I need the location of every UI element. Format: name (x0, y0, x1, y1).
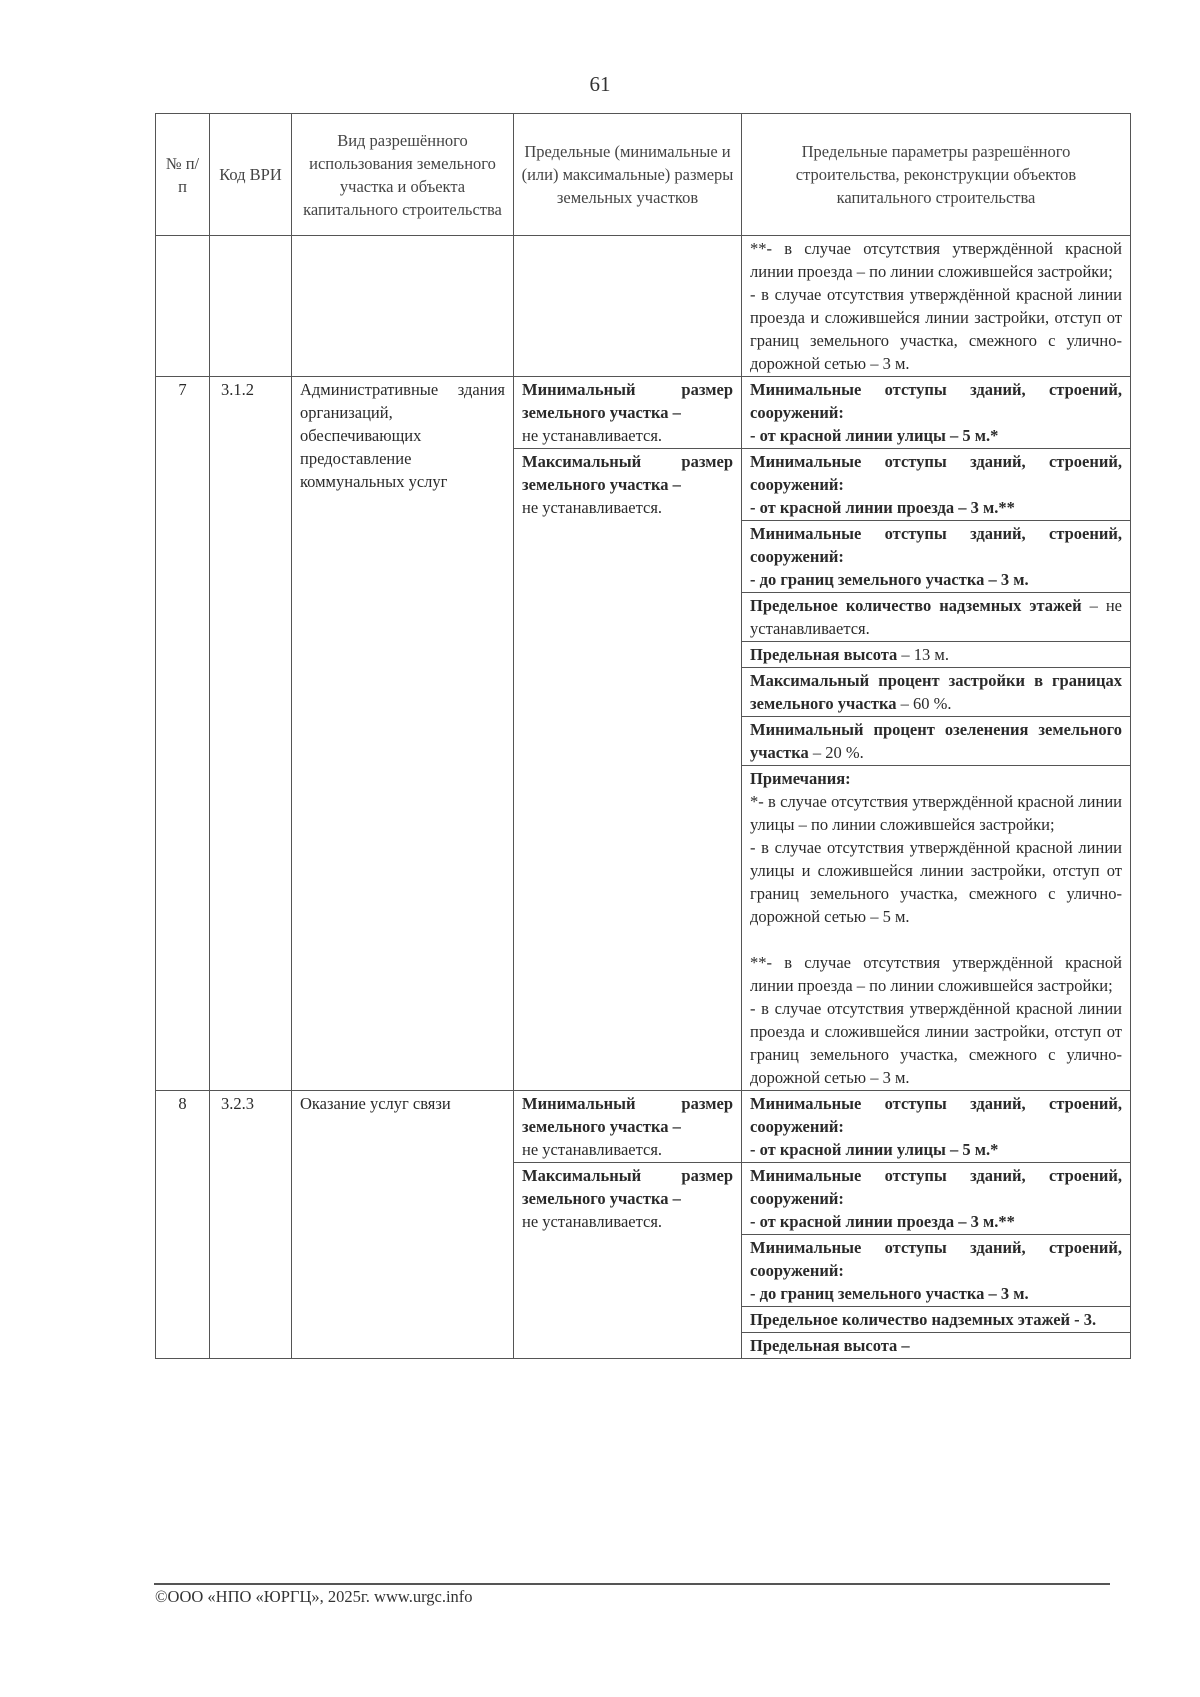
param-label: Предельное количество надземных этажей (750, 596, 1082, 615)
param-value: - до границ земельного участка – 3 м. (750, 1284, 1029, 1303)
header-num: № п/п (156, 114, 210, 236)
param-label: Минимальные отступы зданий, строений, сооружений: (750, 380, 1122, 422)
param-cell (742, 1333, 1131, 1359)
param-label: Минимальные отступы зданий, строений, сооружений: (750, 452, 1122, 494)
param-label: Предельная высота (750, 645, 898, 664)
min-plot-size-cell (514, 1091, 742, 1163)
param-cell (742, 377, 1131, 449)
zoning-parameters-table (155, 113, 1131, 1359)
min-plot-size-label: Минимальный размер земельного участка – (522, 1094, 733, 1136)
header-build-params: Предельные параметры разрешённого строительства, реконструкции объектов капитального строительства (742, 114, 1131, 236)
row-code: 3.2.3 (210, 1091, 292, 1359)
max-plot-size-cell (514, 449, 742, 1091)
param-label: Минимальный процент озеленения земельного участка (750, 720, 1122, 762)
param-value: - до границ земельного участка – 3 м. (750, 570, 1029, 589)
param-value: - от красной линии улицы – 5 м.* (750, 1140, 999, 1159)
max-plot-size-cell (514, 1163, 742, 1359)
notes-title: Примечания: (750, 769, 851, 788)
param-value: - от красной линии проезда – 3 м.** (750, 1212, 1015, 1231)
param-cell (742, 1307, 1131, 1333)
table-row-continuation (156, 236, 1131, 377)
max-plot-size-label: Максимальный размер земельного участка – (522, 452, 733, 494)
param-label: Минимальные отступы зданий, строений, сооружений: (750, 1238, 1122, 1280)
table-row (156, 377, 1131, 449)
param-cell (742, 521, 1131, 593)
param-cell (742, 1091, 1131, 1163)
row-use-name: Оказание услуг связи (292, 1091, 514, 1359)
param-cell (742, 593, 1131, 642)
table-header-row (156, 114, 1131, 236)
page-number: 61 (589, 72, 611, 96)
param-label: Минимальные отступы зданий, строений, сооружений: (750, 1166, 1122, 1208)
param-label: Предельное количество надземных этажей (750, 1310, 1071, 1329)
min-plot-size-label: Минимальный размер земельного участка – (522, 380, 733, 422)
param-value: – не устанавливается. (750, 596, 1122, 638)
header-use-type: Вид разрешённого использования земельного участка и объекта капитального строительства (292, 114, 514, 236)
max-plot-size-label: Максимальный размер земельного участка – (522, 1166, 733, 1208)
param-label: Предельная высота – (750, 1336, 910, 1355)
max-plot-size-value: не устанавливается. (522, 498, 663, 517)
notes-text: *- в случае отсутствия утверждённой красной линии улицы – по линии сложившейся застройки; - в случае отсутствия утверждённой красной линии улицы и сложившейся линии застройки, отступ от границ земельного участка, смежного с улично-дорожной сетью – 5 м. **- в случае отсутствия утверждённой красной линии проезда – по линии сложившейся застройки; - в случае отсутствия утверждённой красной линии проезда и сложившейся линии застройки, отступ от границ земельного участка, смежного с улично-дорожной сетью – 3 м. (750, 792, 1122, 1087)
max-plot-size-value: не устанавливается. (522, 1212, 663, 1231)
row-code: 3.1.2 (210, 377, 292, 1091)
param-value: - 3. (1070, 1310, 1097, 1329)
row-number: 8 (156, 1091, 210, 1359)
param-value: – 20 %. (808, 743, 864, 762)
min-plot-size-value: не устанавливается. (522, 1140, 663, 1159)
row-number: 7 (156, 377, 210, 1091)
min-plot-size-cell (514, 377, 742, 449)
footer-divider (154, 1583, 1110, 1585)
row-use-name: Административные здания организаций, обеспечивающих предоставление коммунальных услуг (292, 377, 514, 1091)
header-plot-size: Предельные (минимальные и (или) максимальные) размеры земельных участков (514, 114, 742, 236)
param-label: Минимальные отступы зданий, строений, сооружений: (750, 1094, 1122, 1136)
param-value: – 60 %. (896, 694, 952, 713)
param-label: Максимальный процент застройки в границах земельного участка (750, 671, 1122, 713)
param-cell (742, 717, 1131, 766)
param-value: – 13 м. (897, 645, 949, 664)
table-row (156, 1091, 1131, 1163)
notes-cell (742, 766, 1131, 1091)
param-value: - от красной линии улицы – 5 м.* (750, 426, 999, 445)
param-cell (742, 668, 1131, 717)
footer-copyright: ©ООО «НПО «ЮРГЦ», 2025г. www.urgc.info (155, 1587, 473, 1606)
header-code: Код ВРИ (210, 114, 292, 236)
param-label: Минимальные отступы зданий, строений, сооружений: (750, 524, 1122, 566)
min-plot-size-value: не устанавливается. (522, 426, 663, 445)
param-value: - от красной линии проезда – 3 м.** (750, 498, 1015, 517)
param-cell (742, 1235, 1131, 1307)
param-cell (742, 642, 1131, 668)
param-cell (742, 449, 1131, 521)
continuation-note: **- в случае отсутствия утверждённой красной линии проезда – по линии сложившейся застройки; - в случае отсутствия утверждённой красной линии проезда и сложившейся линии застройки, отступ от границ земельного участка, смежного с улично-дорожной сетью – 3 м. (742, 236, 1131, 377)
param-cell (742, 1163, 1131, 1235)
